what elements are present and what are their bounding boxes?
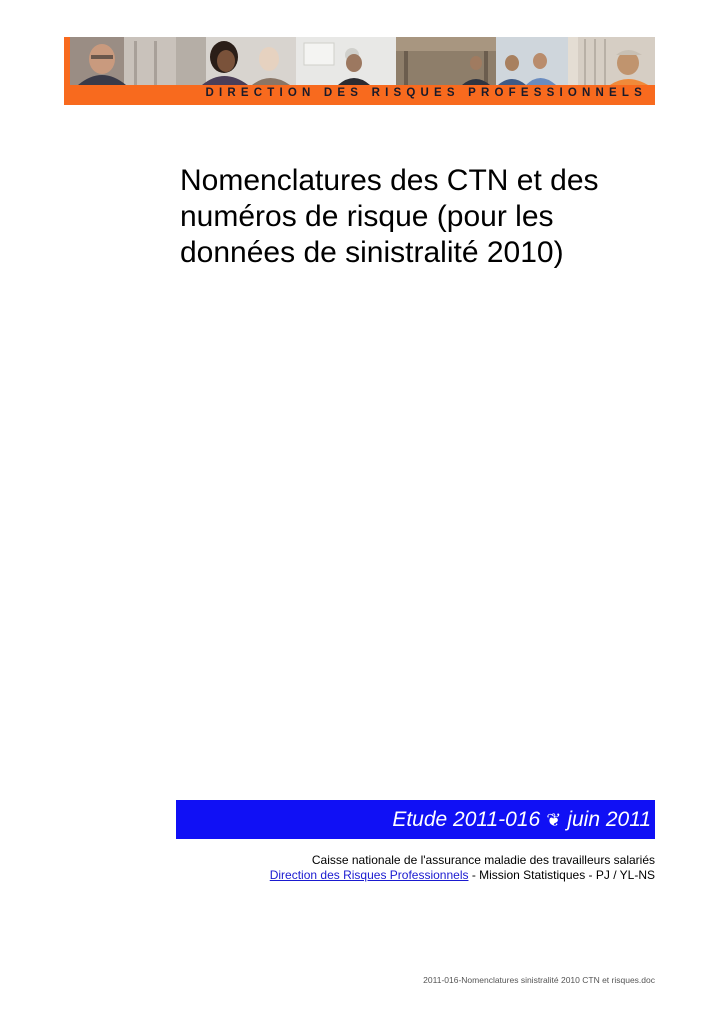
fleuron-icon: ❦ [546,810,562,830]
department-line [270,868,655,882]
photo-collage [64,37,655,85]
department-link[interactable]: Direction des Risques Professionnels [269,868,469,882]
title-line-2: numéros de risque (pour les [180,200,554,233]
organization-name: Caisse nationale de l'assurance maladie des travailleurs salariés [311,853,655,867]
banner-heading: DIRECTION DES RISQUES PROFESSIONNELS [205,87,647,99]
document-title [180,163,650,271]
title-line-1: Nomenclatures des CTN et des [180,164,599,197]
study-date: juin 2011 [567,808,651,831]
orange-side-accent [64,37,70,85]
study-reference [392,808,651,832]
workplace-photos-banner [64,37,655,85]
title-line-3: données de sinistralité 2010) [180,236,564,269]
study-bar [176,800,655,839]
footer-filename: 2011-016-Nomenclatures sinistralité 2010 CTN et risques.doc [423,975,655,985]
study-label: Etude 2011-016 [392,808,541,831]
department-suffix: - Mission Statistiques - PJ / YL-NS [468,868,655,882]
header-banner [64,37,655,105]
